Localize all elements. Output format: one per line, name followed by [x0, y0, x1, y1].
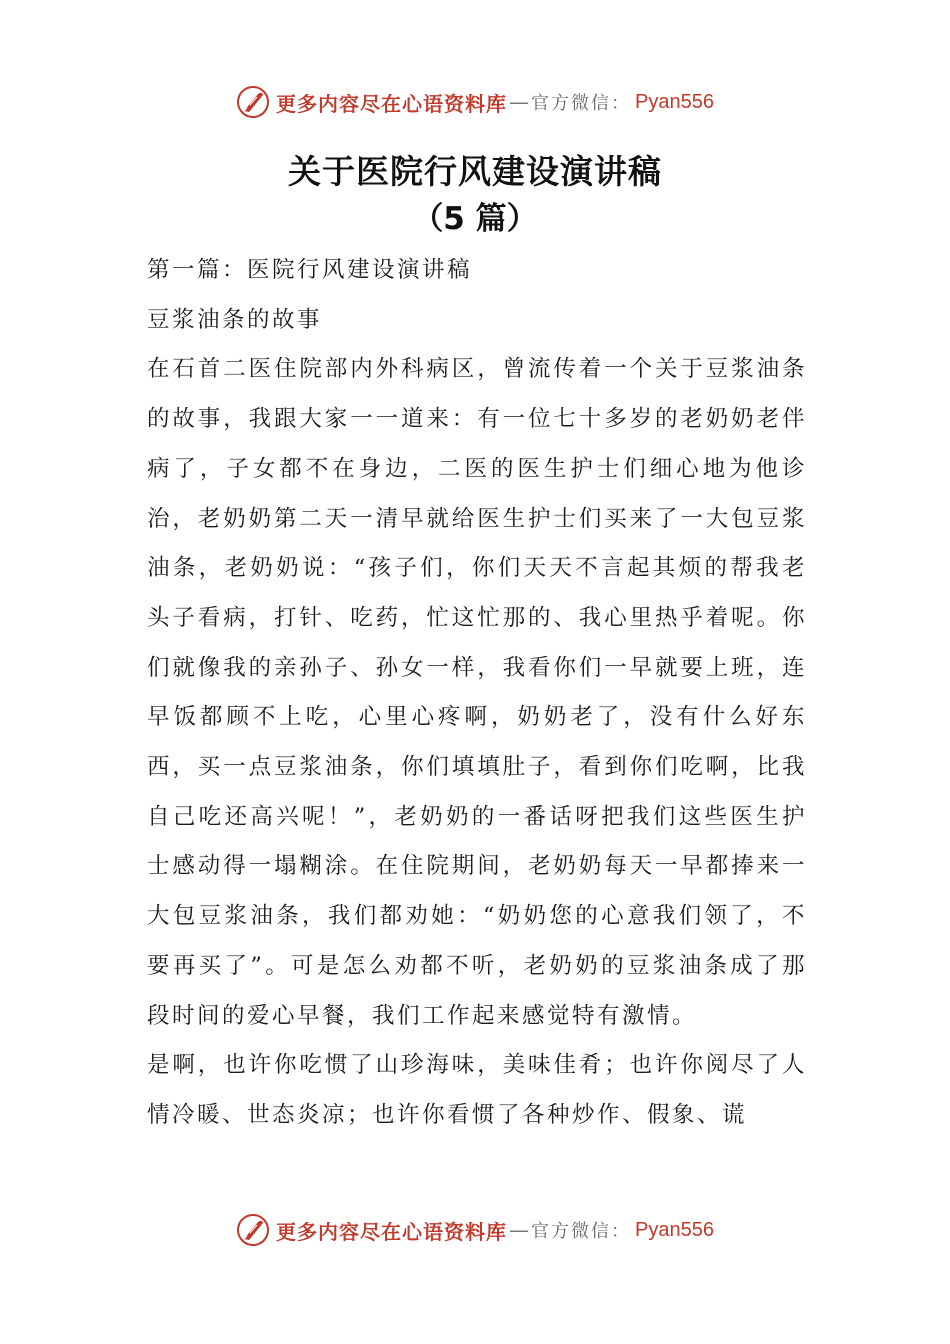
document-title: 关于医院行风建设演讲稿: [288, 152, 662, 191]
separator-dash: —: [509, 90, 530, 114]
paragraph: 在石首二医住院部内外科病区，曾流传着一个关于豆浆油条的故事，我跟大家一一道来：有一位七十多岁的老奶奶老伴病了，子女都不在身边，二医的医生护士们细心地为他诊治，老奶奶第二天一清早就给医生护士们买来了一大包豆浆油条，老奶奶说：“孩子们，你们天天不言起其烦的帮我老头子看病，打针、吃药，忙这忙那的、我心里热乎着呢。你们就像我的亲孙子、孙女一样，我看你们一早就要上班，连早饭都顾不上吃，心里心疼啊，奶奶老了，没有什么好东西，买一点豆浆油条，你们填填肚子，看到你们吃啊，比我自己吃还高兴呢！”，老奶奶的一番话呀把我们这些医生护士感动得一塌糊涂。在住院期间，老奶奶每天一早都捧来一大包豆浆油条，我们都劝她：“奶奶您的心意我们领了，不要再买了”。可是怎么劝都不听，老奶奶的豆浆油条成了那段时间的爱心早餐，我们工作起来感觉特有激情。: [147, 356, 807, 1029]
document-subtitle: （5 篇）: [412, 201, 538, 237]
wechat-id: Pyan556: [635, 90, 714, 113]
brand-text: 更多内容尽在心语资料库: [276, 1219, 508, 1244]
wechat-id: Pyan556: [635, 1218, 714, 1241]
header-banner: [0, 80, 950, 124]
pen-feather-logo-icon: [236, 85, 270, 119]
document-body: [147, 246, 807, 1141]
separator-dash: —: [509, 1218, 530, 1242]
official-wechat-label: 官方微信：: [531, 93, 632, 114]
story-title: 豆浆油条的故事: [147, 306, 323, 333]
brand-text: 更多内容尽在心语资料库: [276, 91, 508, 116]
section-heading: 第一篇：医院行风建设演讲稿: [147, 257, 473, 283]
paragraph: 是啊，也许你吃惯了山珍海味，美味佳肴；也许你阅尽了人情冷暖、世态炎凉；也许你看惯了各种炒作、假象、谎: [147, 1052, 807, 1128]
pen-feather-logo-icon: [236, 1213, 270, 1247]
footer-banner: [0, 1208, 950, 1252]
official-wechat-label: 官方微信：: [531, 1221, 632, 1242]
